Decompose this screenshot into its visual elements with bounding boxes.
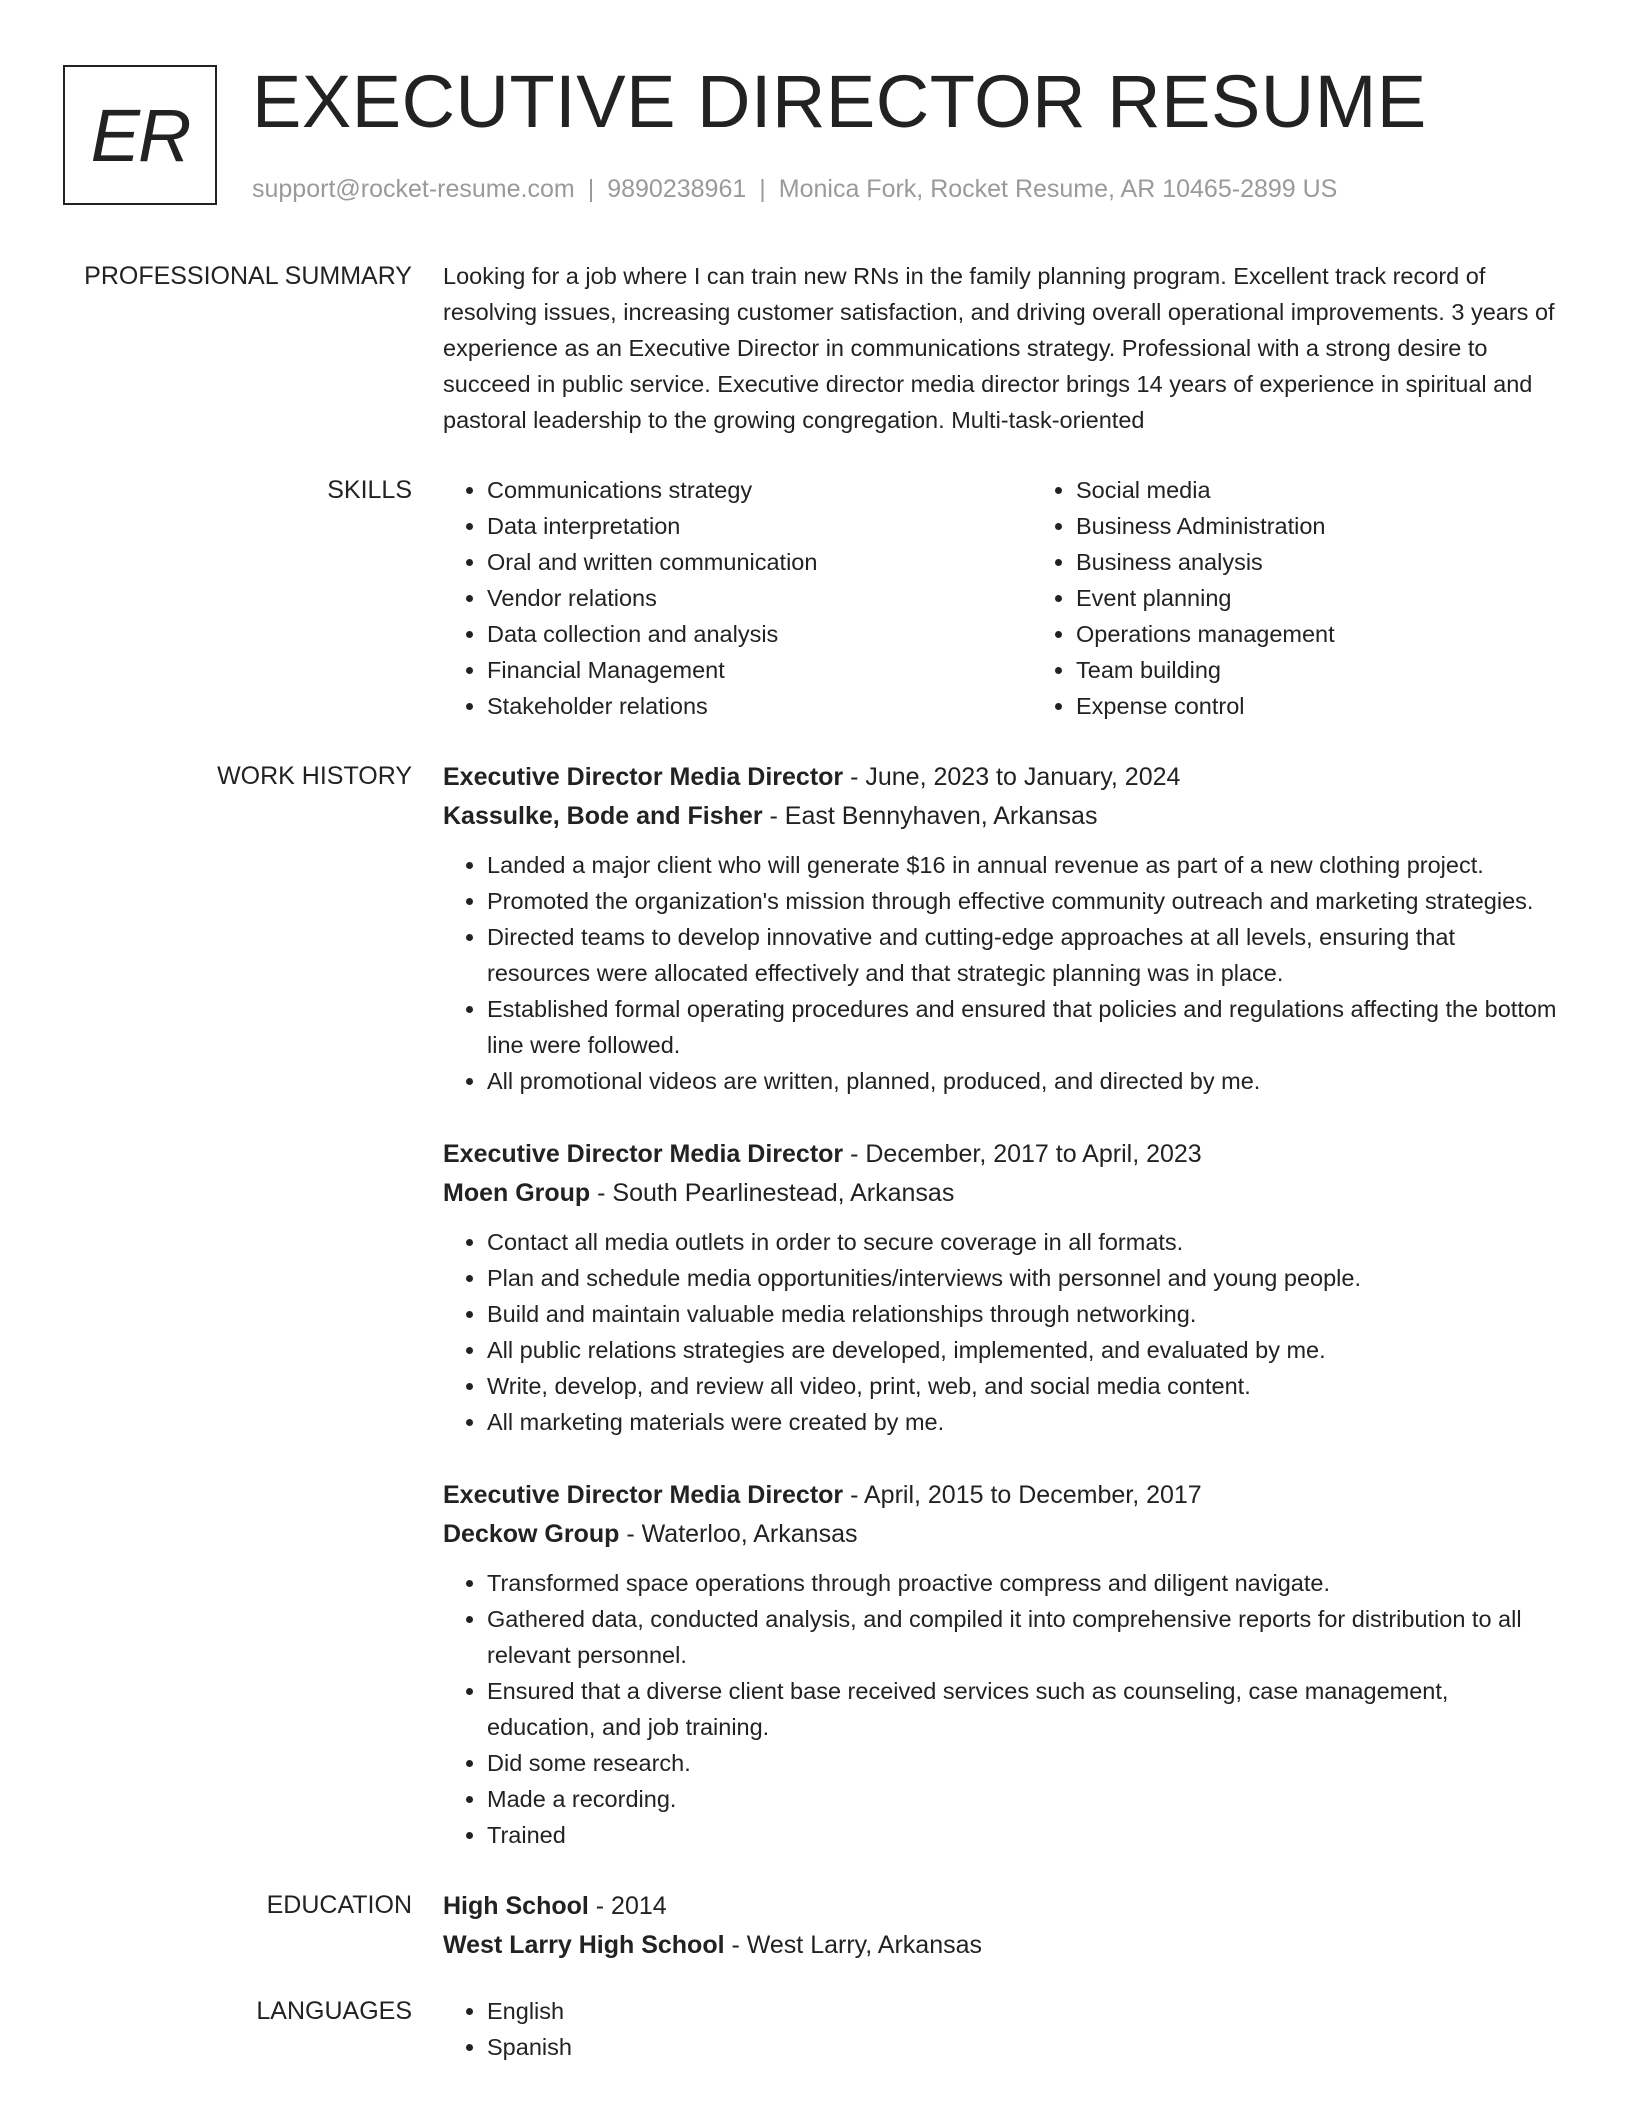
education-school-line [443, 1925, 1559, 1965]
skills-label: SKILLS [327, 476, 412, 504]
contact-address: Monica Fork, Rocket Resume, AR 10465-2899 US [778, 175, 1338, 203]
language-item: • English [487, 1993, 1559, 2029]
skill-item: • Business Administration [1076, 508, 1621, 544]
contact-email: support@rocket-resume.com [252, 175, 575, 203]
contact-separator: | [587, 175, 595, 203]
job-dates: - April, 2015 to December, 2017 [843, 1481, 1202, 1509]
job-title-line [443, 758, 1559, 796]
skill-item: • Operations management [1076, 616, 1621, 652]
education-school: West Larry High School [443, 1931, 725, 1959]
job-entry [443, 1476, 1559, 1853]
job-bullet: • Established formal operating procedures and ensured that policies and regulations affecting the bottom line were followed. [487, 991, 1559, 1063]
job-company: Moen Group [443, 1179, 591, 1207]
job-bullets [443, 1224, 1559, 1440]
job-bullet: • Build and maintain valuable media relationships through networking. [487, 1296, 1559, 1332]
skill-item: • Data collection and analysis [487, 616, 1032, 652]
skill-item: • Expense control [1076, 688, 1621, 724]
job-bullet: • Gathered data, conducted analysis, and compiled it into comprehensive reports for distribution to all relevant personnel. [487, 1601, 1559, 1673]
summary-text: Looking for a job where I can train new RNs in the family planning program. Excellent track record of resolving issues, increasing customer satisfaction, and driving overall operational improvements. 3 years of experience as an Executive Director in communications strategy. Professional with a strong desire to succeed in public service. Executive director media director brings 14 years of experience in spiritual and pastoral leadership to the growing congregation. Multi-task-oriented [443, 263, 1555, 433]
skills-section [0, 472, 1632, 724]
languages-label: LANGUAGES [256, 1997, 412, 2025]
job-entry [443, 1135, 1559, 1440]
job-title-line [443, 1135, 1559, 1173]
job-bullets [443, 847, 1559, 1099]
job-title: Executive Director Media Director [443, 1481, 844, 1509]
job-bullet: • All marketing materials were created by me. [487, 1404, 1559, 1440]
job-bullet: • Contact all media outlets in order to secure coverage in all formats. [487, 1224, 1559, 1260]
monogram-initials: ER [90, 93, 190, 177]
job-location: - Waterloo, Arkansas [619, 1520, 858, 1548]
monogram-box [63, 65, 217, 205]
job-bullet: • Ensured that a diverse client base received services such as counseling, case management, education, and job training. [487, 1673, 1559, 1745]
education-label: EDUCATION [266, 1891, 412, 1919]
contact-separator: | [759, 175, 766, 203]
job-bullet: • All promotional videos are written, planned, produced, and directed by me. [487, 1063, 1559, 1099]
skill-item: • Stakeholder relations [487, 688, 1032, 724]
job-company-line [443, 1173, 1559, 1213]
resume-title: EXECUTIVE DIRECTOR RESUME [252, 60, 1427, 143]
education-year: - 2014 [588, 1892, 667, 1920]
job-company-line [443, 796, 1559, 836]
job-location: - South Pearlinestead, Arkansas [590, 1179, 955, 1207]
skill-item: • Vendor relations [487, 580, 1032, 616]
language-item: • Spanish [487, 2029, 1559, 2065]
job-bullet: • Trained [487, 1817, 1559, 1853]
work-history-label: WORK HISTORY [217, 762, 412, 790]
job-dates: - June, 2023 to January, 2024 [843, 763, 1181, 791]
education-degree-line [443, 1887, 1559, 1925]
skill-item: • Event planning [1076, 580, 1621, 616]
job-bullet: • Transformed space operations through proactive compress and diligent navigate. [487, 1565, 1559, 1601]
job-company: Deckow Group [443, 1520, 620, 1548]
contact-phone: 9890238961 [607, 175, 747, 203]
skill-item: • Financial Management [487, 652, 1032, 688]
skill-item: • Team building [1076, 652, 1621, 688]
job-bullets [443, 1565, 1559, 1853]
job-entry [443, 758, 1559, 1099]
resume-content [0, 258, 1632, 2065]
job-location: - East Bennyhaven, Arkansas [762, 802, 1098, 830]
job-title: Executive Director Media Director [443, 763, 844, 791]
job-bullet: • Promoted the organization's mission through effective community outreach and marketing strategies. [487, 883, 1559, 919]
skill-item: • Communications strategy [487, 472, 1032, 508]
job-bullet: • Plan and schedule media opportunities/interviews with personnel and young people. [487, 1260, 1559, 1296]
job-bullet: • Did some research. [487, 1745, 1559, 1781]
job-dates: - December, 2017 to April, 2023 [843, 1140, 1202, 1168]
job-title-line [443, 1476, 1559, 1514]
job-bullet: • Landed a major client who will generate $16 in annual revenue as part of a new clothing project. [487, 847, 1559, 883]
job-bullet: • Directed teams to develop innovative and cutting-edge approaches at all levels, ensuring that resources were allocated effectively and that strategic planning was in place. [487, 919, 1559, 991]
job-bullet: • Write, develop, and review all video, print, web, and social media content. [487, 1368, 1559, 1404]
skill-item: • Social media [1076, 472, 1621, 508]
skill-item: • Business analysis [1076, 544, 1621, 580]
job-company-line [443, 1514, 1559, 1554]
skill-item: • Data interpretation [487, 508, 1032, 544]
job-bullet: • All public relations strategies are developed, implemented, and evaluated by me. [487, 1332, 1559, 1368]
skill-item: • Oral and written communication [487, 544, 1032, 580]
summary-label: PROFESSIONAL SUMMARY [84, 262, 412, 290]
job-bullet: • Made a recording. [487, 1781, 1559, 1817]
job-title: Executive Director Media Director [443, 1140, 844, 1168]
contact-line [252, 173, 1337, 205]
work-history-section [0, 758, 1632, 1853]
skills-list-right [1032, 472, 1621, 724]
education-location: - West Larry, Arkansas [724, 1931, 983, 1959]
languages-list [443, 1993, 1559, 2065]
languages-section [0, 1993, 1632, 2065]
education-section [0, 1887, 1632, 1965]
skills-list-left [443, 472, 1032, 724]
job-company: Kassulke, Bode and Fisher [443, 802, 763, 830]
education-degree: High School [443, 1892, 589, 1920]
summary-section [0, 258, 1632, 438]
